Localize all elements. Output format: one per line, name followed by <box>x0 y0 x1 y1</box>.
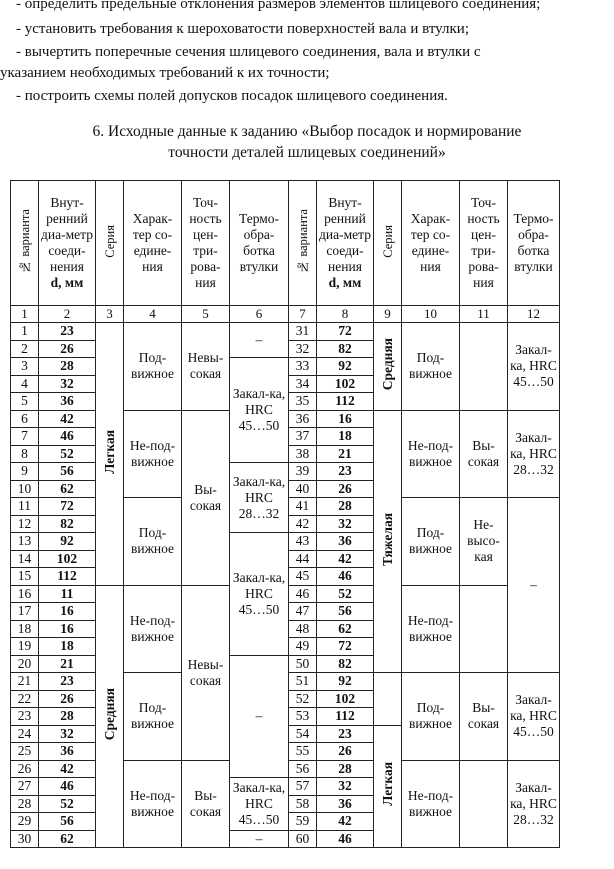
variant-number-cell: 4 <box>11 375 39 393</box>
fit-type-cell <box>124 323 182 411</box>
centering-cell <box>460 760 508 848</box>
col-num: 11 <box>460 306 508 323</box>
col-num: 12 <box>508 306 560 323</box>
table-row <box>11 323 560 341</box>
diameter-cell: 36 <box>39 393 96 411</box>
variant-number-cell: 24 <box>11 725 39 743</box>
variant-number-cell: 34 <box>289 375 317 393</box>
diameter-cell: 72 <box>317 638 374 656</box>
diameter-cell: 32 <box>317 778 374 796</box>
diameter-cell: 62 <box>39 480 96 498</box>
section-title-line-1: 6. Исходные данные к заданию «Выбор посадок и нормирование <box>92 123 522 140</box>
bullet-3: - вычертить поперечные сечения шлицевого соединения, вала и втулки с <box>16 44 481 60</box>
heat-treatment-cell-text: – <box>530 577 537 592</box>
diameter-cell: 62 <box>39 830 96 848</box>
col-num: 10 <box>402 306 460 323</box>
header-heat-left: Термо-обра-ботка втулки <box>230 181 289 306</box>
variant-number-cell: 27 <box>11 778 39 796</box>
variant-number-cell: 28 <box>11 795 39 813</box>
col-num: 3 <box>96 306 124 323</box>
variant-number-cell: 48 <box>289 620 317 638</box>
diameter-cell: 46 <box>317 568 374 586</box>
header-variant-left: № варианта <box>11 181 39 306</box>
header-diameter-right: Внут-ренний диа-метр соеди-нения d, мм <box>317 181 374 306</box>
fit-type-cell-text: Не-под-вижное <box>407 437 454 469</box>
variant-number-cell: 33 <box>289 358 317 376</box>
variant-number-cell: 44 <box>289 550 317 568</box>
heat-treatment-cell-text: – <box>255 708 263 724</box>
variant-number-cell: 7 <box>11 428 39 446</box>
heat-treatment-cell <box>230 830 289 848</box>
fit-type-cell <box>402 760 460 848</box>
diameter-cell: 52 <box>39 445 96 463</box>
diameter-cell: 92 <box>39 533 96 551</box>
diameter-cell: 92 <box>317 673 374 691</box>
fit-type-cell-text: Не-под-вижное <box>129 612 176 644</box>
variant-number-cell: 20 <box>11 655 39 673</box>
centering-cell <box>460 410 508 498</box>
diameter-cell: 36 <box>39 743 96 761</box>
diameter-cell: 102 <box>39 550 96 568</box>
diameter-cell: 56 <box>317 603 374 621</box>
series-cell <box>374 410 402 673</box>
variant-number-cell: 46 <box>289 585 317 603</box>
heat-treatment-cell-text: Закал-ка, HRC 45…50 <box>510 342 557 390</box>
series-cell <box>374 673 402 726</box>
centering-cell-text: Невы-сокая <box>187 656 224 688</box>
diameter-cell: 52 <box>39 795 96 813</box>
heat-treatment-cell <box>230 655 289 778</box>
diameter-cell: 32 <box>39 725 96 743</box>
centering-cell <box>182 585 230 760</box>
variant-number-cell: 40 <box>289 480 317 498</box>
centering-cell <box>460 323 508 411</box>
variant-number-cell: 59 <box>289 813 317 831</box>
diameter-cell: 28 <box>317 760 374 778</box>
variant-number-cell: 39 <box>289 463 317 481</box>
heat-treatment-cell <box>230 358 289 463</box>
diameter-cell: 42 <box>317 813 374 831</box>
centering-cell <box>460 673 508 761</box>
variant-number-cell: 42 <box>289 515 317 533</box>
variant-number-cell: 1 <box>11 323 39 341</box>
heat-treatment-cell <box>508 498 560 673</box>
variant-number-cell: 45 <box>289 568 317 586</box>
diameter-cell: 18 <box>317 428 374 446</box>
fit-type-cell <box>402 323 460 411</box>
header-centering-left: Точ-ность цен-три-рова-ния <box>182 181 230 306</box>
header-row <box>11 181 560 306</box>
variant-number-cell: 43 <box>289 533 317 551</box>
centering-cell-text: Невы-сокая <box>187 350 224 382</box>
centering-cell-text: Вы-сокая <box>189 787 222 819</box>
diameter-cell: 52 <box>317 585 374 603</box>
series-cell-text: Тяжелая <box>379 512 395 566</box>
variant-number-cell: 36 <box>289 410 317 428</box>
variant-number-cell: 35 <box>289 393 317 411</box>
fit-type-cell-text: Под-вижное <box>130 350 175 382</box>
diameter-cell: 28 <box>39 358 96 376</box>
variant-number-cell: 58 <box>289 795 317 813</box>
diameter-cell: 102 <box>317 690 374 708</box>
diameter-cell: 16 <box>317 410 374 428</box>
diameter-cell: 72 <box>317 323 374 341</box>
fit-type-cell-text: Под-вижное <box>408 350 453 382</box>
variant-number-cell: 12 <box>11 515 39 533</box>
diameter-cell: 16 <box>39 603 96 621</box>
diameter-cell: 11 <box>39 585 96 603</box>
diameter-cell: 72 <box>39 498 96 516</box>
col-num: 5 <box>182 306 230 323</box>
table-body <box>11 181 560 848</box>
centering-cell-text: Вы-сокая <box>467 700 500 732</box>
variant-number-cell: 6 <box>11 410 39 428</box>
bullet-4: - построить схемы полей допусков посадок шлицевого соединения. <box>16 88 448 104</box>
centering-cell <box>182 323 230 411</box>
variant-number-cell: 56 <box>289 760 317 778</box>
header-series-right: Серия <box>374 181 402 306</box>
col-num: 9 <box>374 306 402 323</box>
variant-number-cell: 51 <box>289 673 317 691</box>
diameter-cell: 46 <box>39 778 96 796</box>
series-cell-text: Средняя <box>379 338 395 391</box>
variant-number-cell: 47 <box>289 603 317 621</box>
heat-treatment-cell-text: Закал-ка, HRC 28…32 <box>510 779 557 827</box>
centering-cell <box>460 585 508 673</box>
header-centering-right: Точ-ность цен-три-рова-ния <box>460 181 508 306</box>
fit-type-cell <box>124 760 182 848</box>
variant-number-cell: 17 <box>11 603 39 621</box>
heat-treatment-cell-text: Закал-ка, HRC 28…32 <box>510 429 557 477</box>
diameter-cell: 36 <box>317 533 374 551</box>
heat-treatment-cell-text: Закал-ка, HRC 45…50 <box>510 692 557 740</box>
diameter-cell: 21 <box>39 655 96 673</box>
diameter-cell: 18 <box>39 638 96 656</box>
centering-cell-text: Вы-сокая <box>467 437 500 469</box>
fit-type-cell <box>402 498 460 586</box>
heat-treatment-cell-text: Закал-ка, HRC 28…32 <box>232 473 286 521</box>
diameter-cell: 36 <box>317 795 374 813</box>
col-num: 8 <box>317 306 374 323</box>
fit-type-cell-text: Не-под-вижное <box>129 437 176 469</box>
variant-number-cell: 15 <box>11 568 39 586</box>
header-diameter-left: Внут-ренний диа-метр соеди-нения d, мм <box>39 181 96 306</box>
variant-number-cell: 30 <box>11 830 39 848</box>
variant-number-cell: 23 <box>11 708 39 726</box>
variant-number-cell: 55 <box>289 743 317 761</box>
heat-treatment-cell <box>508 323 560 411</box>
variant-number-cell: 26 <box>11 760 39 778</box>
fit-type-cell <box>124 498 182 586</box>
variant-number-cell: 21 <box>11 673 39 691</box>
fit-type-cell-text: Не-под-вижное <box>129 787 176 819</box>
variant-number-cell: 9 <box>11 463 39 481</box>
variant-number-cell: 54 <box>289 725 317 743</box>
variant-number-cell: 38 <box>289 445 317 463</box>
variant-number-cell: 50 <box>289 655 317 673</box>
variant-number-cell: 22 <box>11 690 39 708</box>
diameter-cell: 42 <box>39 760 96 778</box>
diameter-cell: 32 <box>39 375 96 393</box>
centering-cell <box>182 410 230 585</box>
heat-treatment-cell <box>230 778 289 831</box>
heat-treatment-cell <box>230 533 289 656</box>
variant-number-cell: 11 <box>11 498 39 516</box>
fit-type-cell <box>124 585 182 673</box>
heat-treatment-cell <box>230 463 289 533</box>
fit-type-cell-text: Под-вижное <box>408 700 453 732</box>
diameter-cell: 46 <box>39 428 96 446</box>
variant-number-cell: 5 <box>11 393 39 411</box>
diameter-cell: 26 <box>39 340 96 358</box>
diameter-cell: 112 <box>317 708 374 726</box>
col-num: 4 <box>124 306 182 323</box>
diameter-cell: 82 <box>317 340 374 358</box>
diameter-cell: 56 <box>39 463 96 481</box>
diameter-cell: 23 <box>39 673 96 691</box>
header-variant-right: № варианта <box>289 181 317 306</box>
col-num: 6 <box>230 306 289 323</box>
variant-number-cell: 32 <box>289 340 317 358</box>
diameter-cell: 26 <box>39 690 96 708</box>
variant-number-cell: 13 <box>11 533 39 551</box>
diameter-cell: 42 <box>39 410 96 428</box>
variant-number-cell: 49 <box>289 638 317 656</box>
splined-fit-table <box>10 180 560 848</box>
variant-number-cell: 31 <box>289 323 317 341</box>
series-cell-text: Легкая <box>101 429 117 474</box>
diameter-cell: 82 <box>39 515 96 533</box>
diameter-cell: 92 <box>317 358 374 376</box>
diameter-cell: 112 <box>317 393 374 411</box>
column-number-row <box>11 306 560 323</box>
diameter-cell: 23 <box>39 323 96 341</box>
heat-treatment-cell-text: – <box>255 830 263 846</box>
diameter-cell: 28 <box>317 498 374 516</box>
variant-number-cell: 52 <box>289 690 317 708</box>
series-cell <box>374 725 402 848</box>
fit-type-cell <box>124 673 182 761</box>
variant-number-cell: 41 <box>289 498 317 516</box>
header-fit-left: Харак-тер со-едине-ния <box>124 181 182 306</box>
diameter-cell: 56 <box>39 813 96 831</box>
fit-type-cell-text: Не-под-вижное <box>407 612 454 644</box>
col-num: 7 <box>289 306 317 323</box>
heat-treatment-cell <box>508 760 560 848</box>
variant-number-cell: 57 <box>289 778 317 796</box>
diameter-cell: 42 <box>317 550 374 568</box>
diameter-cell: 82 <box>317 655 374 673</box>
diameter-cell: 16 <box>39 620 96 638</box>
diameter-cell: 112 <box>39 568 96 586</box>
section-title-line-2: точности деталей шлицевых соединений» <box>168 144 446 161</box>
variant-number-cell: 29 <box>11 813 39 831</box>
series-cell <box>96 323 124 586</box>
fit-type-cell <box>402 410 460 498</box>
fit-type-cell-text: Не-под-вижное <box>407 787 454 819</box>
fit-type-cell <box>124 410 182 498</box>
fit-type-cell <box>402 585 460 673</box>
variant-number-cell: 14 <box>11 550 39 568</box>
header-heat-right: Термо-обра-ботка втулки <box>508 181 560 306</box>
heat-treatment-cell <box>508 673 560 761</box>
header-fit-right: Харак-тер со-едине-ния <box>402 181 460 306</box>
variant-number-cell: 19 <box>11 638 39 656</box>
variant-number-cell: 8 <box>11 445 39 463</box>
centering-cell <box>460 498 508 586</box>
bullet-3-cont: указанием необходимых требований к их точности; <box>0 65 330 81</box>
diameter-cell: 62 <box>317 620 374 638</box>
header-series-left: Серия <box>96 181 124 306</box>
variant-number-cell: 18 <box>11 620 39 638</box>
centering-cell <box>182 760 230 848</box>
diameter-cell: 21 <box>317 445 374 463</box>
centering-cell-text: Не-высо-кая <box>467 517 500 565</box>
heat-treatment-cell <box>230 323 289 358</box>
diameter-cell: 26 <box>317 480 374 498</box>
variant-number-cell: 37 <box>289 428 317 446</box>
diameter-cell: 28 <box>39 708 96 726</box>
heat-treatment-cell-text: Закал-ка, HRC 45…50 <box>232 569 286 617</box>
diameter-cell: 46 <box>317 830 374 848</box>
col-num: 1 <box>11 306 39 323</box>
fit-type-cell-text: Под-вижное <box>408 525 453 557</box>
heat-treatment-cell-text: – <box>255 332 263 347</box>
fit-type-cell-text: Под-вижное <box>130 700 175 732</box>
diameter-cell: 32 <box>317 515 374 533</box>
col-num: 2 <box>39 306 96 323</box>
heat-treatment-cell <box>508 410 560 498</box>
variant-number-cell: 25 <box>11 743 39 761</box>
diameter-cell: 23 <box>317 463 374 481</box>
series-cell <box>374 323 402 411</box>
variant-number-cell: 16 <box>11 585 39 603</box>
diameter-cell: 23 <box>317 725 374 743</box>
heat-treatment-cell-text: Закал-ка, HRC 45…50 <box>232 386 286 433</box>
diameter-cell: 102 <box>317 375 374 393</box>
variant-number-cell: 60 <box>289 830 317 848</box>
bullet-2: - установить требования к шероховатости поверхностей вала и втулки; <box>16 21 469 37</box>
diameter-cell: 26 <box>317 743 374 761</box>
variant-number-cell: 3 <box>11 358 39 376</box>
series-cell-text: Легкая <box>379 762 395 807</box>
centering-cell-text: Вы-сокая <box>189 481 222 513</box>
variant-number-cell: 10 <box>11 480 39 498</box>
bullet-1: - определить предельные отклонения размеров элементов шлицевого соединения; <box>16 0 541 12</box>
variant-number-cell: 2 <box>11 340 39 358</box>
series-cell <box>96 585 124 848</box>
fit-type-cell <box>402 673 460 761</box>
series-cell-text: Средняя <box>101 688 117 741</box>
heat-treatment-cell-text: Закал-ка, HRC 45…50 <box>232 779 286 827</box>
variant-number-cell: 53 <box>289 708 317 726</box>
fit-type-cell-text: Под-вижное <box>130 525 175 557</box>
